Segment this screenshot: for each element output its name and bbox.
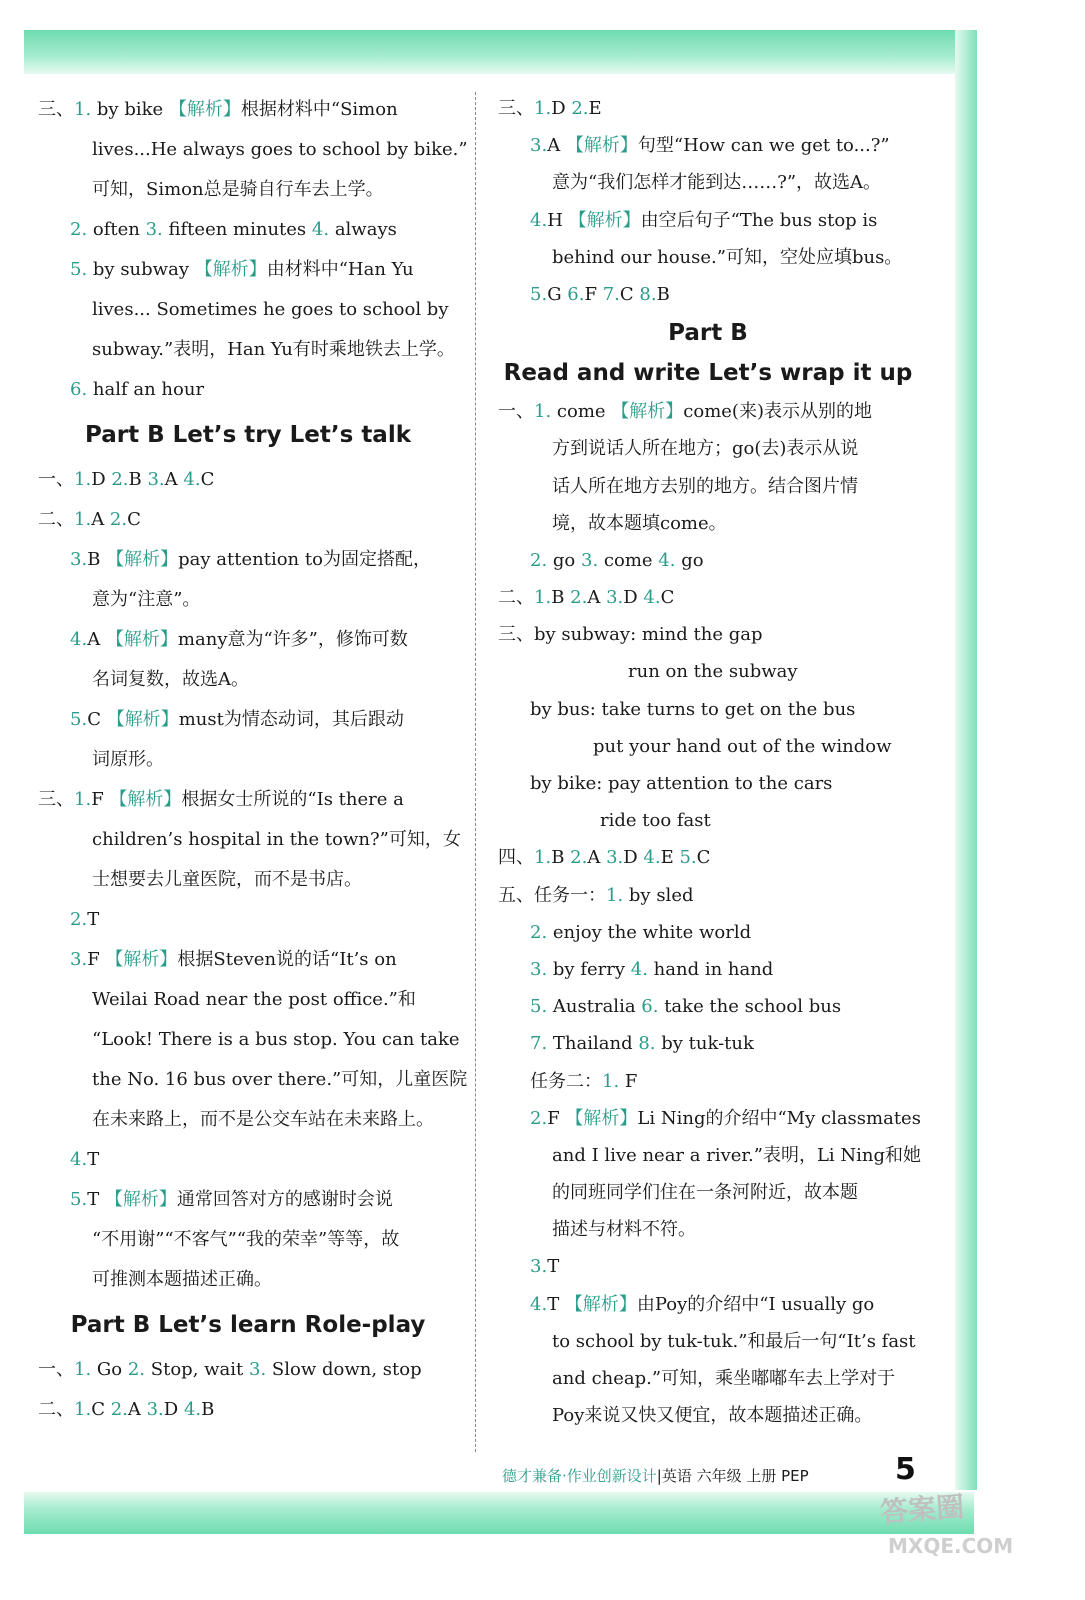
answer: T	[547, 1256, 560, 1278]
item-number: 1.	[534, 401, 552, 423]
item-number: 1.	[534, 98, 552, 119]
item-number: 1.	[74, 509, 92, 530]
analysis-continued: 意为“注意”。	[92, 589, 201, 610]
answer: enjoy the white world	[547, 921, 752, 943]
analysis-tag: 【 解析 】	[566, 135, 638, 156]
answer: A	[127, 1399, 147, 1420]
answer: half an hour	[87, 379, 205, 400]
answer: B	[87, 549, 107, 570]
item-number: 4.	[530, 1293, 548, 1315]
answer: hand in hand	[647, 958, 774, 980]
item-number: 1.	[534, 587, 552, 609]
item-number: 1.	[74, 1359, 92, 1380]
analysis-tag: 【 解析 】	[107, 709, 179, 730]
section-heading: Part B Let’s learn Role-play	[70, 1312, 426, 1338]
item-number: 3.	[70, 949, 88, 970]
left-column	[38, 90, 468, 1430]
answer: A	[87, 629, 106, 650]
item-number: 4.	[630, 958, 648, 980]
answer-line: 三、by subway: mind the gap	[498, 624, 763, 646]
item-number: 3.	[606, 847, 624, 869]
analysis-continued: 可知，Simon总是骑自行车去上学。	[92, 179, 384, 200]
item-number: 4.	[658, 549, 676, 571]
answer: D	[163, 1399, 184, 1420]
answer-line	[498, 988, 918, 1025]
watermark-logo: 答案圈	[879, 1490, 966, 1529]
analysis-continued: “不用谢”“不客气”“我的荣幸”等等，故	[92, 1229, 400, 1250]
item-number: 1.	[74, 789, 92, 810]
analysis-tag: 【 解析 】	[565, 1108, 637, 1129]
item-number: 4.	[311, 219, 330, 240]
analysis-tag: 【 解析 】	[105, 1189, 177, 1210]
analysis-text: 通常回答对方的感谢时会说	[176, 1189, 393, 1210]
section-prefix: 一、	[38, 1359, 74, 1380]
analysis-text: come(来)表示从别的地	[683, 401, 872, 423]
analysis-continued: 词原形。	[92, 749, 164, 770]
analysis-text: 由材料中“Han Yu	[266, 259, 414, 280]
answer-line	[498, 127, 918, 164]
answer: F	[584, 283, 603, 305]
section-prefix: 二、	[38, 1399, 74, 1420]
answer-line	[498, 839, 918, 876]
analysis-continued: 在未来路上，而不是公交车站在未来路上。	[92, 1109, 434, 1130]
answer-line	[38, 500, 458, 540]
analysis-text: 根据女士所说的“Is there a	[181, 789, 404, 810]
footer-subject: |英语 六年级 上册 PEP	[656, 1467, 809, 1485]
section-prefix: 任务二：	[530, 1070, 602, 1092]
item-number: 3.	[146, 1399, 164, 1420]
analysis-text: 由Poy的介绍中“I usually go	[636, 1293, 875, 1315]
analysis-continued: Poy来说又快又便宜，故本题描述正确。	[552, 1405, 873, 1427]
section-prefix: 四、	[498, 847, 534, 869]
answer: F	[547, 1107, 566, 1129]
analysis-tag: 【 解析 】	[106, 549, 178, 570]
answer: fifteen minutes	[162, 219, 312, 240]
answer-line: put your hand out of the window	[593, 735, 892, 757]
answer-line	[38, 900, 458, 940]
decorative-border-right	[955, 30, 977, 1490]
answer-line: by bus: take turns to get on the bus	[530, 698, 856, 720]
analysis-text: must为情态动词，其后跟动	[178, 709, 404, 730]
item-number: 4.	[530, 209, 548, 231]
analysis-continued: to school by tuk-tuk.”和最后一句“It’s fast	[552, 1330, 916, 1352]
answer-line	[498, 276, 918, 313]
item-number: 2.	[571, 98, 589, 119]
analysis-text: Li Ning的介绍中“My classmates	[637, 1107, 921, 1129]
analysis-tag: 【 解析 】	[195, 259, 267, 280]
answer: go	[675, 549, 704, 571]
answer-line	[498, 914, 918, 951]
item-number: 4.	[70, 629, 88, 650]
item-number: 2.	[530, 549, 548, 571]
item-number: 2.	[70, 909, 88, 930]
analysis-continued: the No. 16 bus over there.”可知，儿童医院	[92, 1069, 468, 1090]
section-prefix: 三、	[38, 789, 74, 810]
answer: by tuk-tuk	[655, 1033, 754, 1055]
item-number: 4.	[183, 1399, 202, 1420]
answer-line	[498, 1100, 921, 1137]
answer: D	[623, 847, 644, 869]
answer: B	[128, 469, 148, 490]
item-number: 2.	[127, 1359, 146, 1380]
analysis-continued: 意为“我们怎样才能到达……?”，故选A。	[552, 172, 882, 194]
item-number: 6.	[641, 996, 659, 1018]
item-number: 5.	[70, 259, 88, 280]
footer-series	[502, 1465, 809, 1486]
section-subheading: Read and write Let’s wrap it up	[503, 360, 913, 387]
analysis-continued: children’s hospital in the town?”可知，女	[92, 829, 461, 850]
answer-line: run on the subway	[628, 661, 798, 683]
item-number: 3.	[249, 1359, 267, 1380]
answer: Slow down, stop	[266, 1359, 422, 1380]
answer: Stop, wait	[145, 1359, 249, 1380]
answer: C	[87, 709, 107, 730]
answer: C	[200, 469, 215, 490]
answer: F	[87, 949, 106, 970]
answer: C	[696, 847, 711, 869]
item-number: 3.	[606, 587, 624, 609]
item-number: 1.	[74, 1399, 92, 1420]
analysis-text: many意为“许多”，修饰可数	[177, 629, 408, 650]
answer: E	[588, 98, 602, 119]
analysis-continued: lives...He always goes to school by bike.”	[92, 139, 468, 160]
answer-line	[38, 780, 458, 820]
page-number: 5	[895, 1452, 916, 1487]
answer-line	[38, 540, 458, 580]
answer-line	[38, 460, 458, 500]
answer: often	[87, 219, 146, 240]
answer: Thailand	[547, 1033, 639, 1055]
section-prefix: 三、	[38, 99, 74, 120]
answer-line	[498, 393, 918, 430]
answer-line	[38, 700, 458, 740]
answer-line	[38, 250, 458, 290]
footer-brand: 德才兼备·作业创新设计	[502, 1467, 657, 1485]
analysis-continued: 士想要去儿童医院，而不是书店。	[92, 869, 362, 890]
analysis-continued: 话人所在地方去别的地方。结合图片情	[552, 475, 858, 497]
answer: Go	[91, 1359, 128, 1380]
item-number: 2.	[110, 1399, 128, 1420]
item-number: 5.	[530, 283, 548, 305]
decorative-border-bottom	[24, 1492, 974, 1534]
answer-line	[498, 202, 918, 239]
analysis-text: 根据材料中“Simon	[240, 99, 398, 120]
right-column	[498, 90, 921, 1434]
answer: T	[87, 1189, 105, 1210]
item-number: 5.	[70, 1189, 88, 1210]
answer-line	[498, 1248, 918, 1285]
item-number: 6.	[70, 379, 88, 400]
item-number: 4.	[643, 587, 661, 609]
answer-line	[38, 620, 458, 660]
answer: A	[164, 469, 184, 490]
answer: A	[587, 587, 607, 609]
item-number: 1.	[606, 884, 624, 906]
answer: T	[547, 1293, 565, 1315]
watermark-url: MXQE.COM	[888, 1534, 1014, 1558]
answer-line	[498, 90, 918, 127]
item-number: 3.	[530, 958, 548, 980]
answer: B	[201, 1399, 215, 1420]
answer-line	[38, 1180, 458, 1220]
item-number: 4.	[70, 1149, 88, 1170]
analysis-continued: Weilai Road near the post office.”和	[92, 989, 416, 1010]
column-divider	[475, 92, 476, 1452]
answer-line	[498, 1063, 918, 1100]
analysis-continued: 描述与材料不符。	[552, 1219, 696, 1241]
item-number: 1.	[74, 99, 92, 120]
analysis-continued: 的同班同学们住在一条河附近，故本题	[552, 1182, 858, 1204]
answer-line: by bike: pay attention to the cars	[530, 773, 833, 794]
answer: T	[87, 909, 100, 930]
analysis-continued: 可推测本题描述正确。	[92, 1269, 272, 1290]
answer-line	[38, 1390, 458, 1430]
answer-line	[38, 1140, 458, 1180]
item-number: 1.	[602, 1070, 620, 1092]
analysis-text: 根据Steven说的话“It’s on	[177, 949, 397, 970]
analysis-continued: lives... Sometimes he goes to school by	[92, 299, 449, 320]
decorative-border-top	[24, 30, 974, 74]
item-number: 7.	[602, 283, 620, 305]
answer: C	[91, 1399, 111, 1420]
answer-line	[38, 210, 458, 250]
answer: come	[598, 549, 659, 571]
section-prefix: 五、任务一：	[498, 884, 606, 906]
answer: H	[547, 209, 569, 231]
answer: F	[91, 789, 110, 810]
answer-line	[38, 370, 458, 410]
section-prefix: 二、	[498, 587, 534, 609]
answer-line: ride too fast	[600, 810, 711, 832]
answer: F	[619, 1070, 638, 1092]
answer-line	[38, 90, 458, 130]
section-heading: Part B	[668, 320, 748, 347]
answer-line	[498, 951, 918, 988]
analysis-tag: 【 解析 】	[569, 210, 641, 231]
answer: C	[127, 509, 141, 530]
answer: D	[623, 587, 644, 609]
analysis-continued: and cheap.”可知，乘坐嘟嘟车去上学对于	[552, 1368, 896, 1389]
section-prefix: 二、	[38, 509, 74, 530]
answer: by subway	[87, 259, 195, 280]
analysis-tag: 【 解析 】	[109, 789, 181, 810]
section-prefix: 一、	[498, 401, 534, 423]
answer: D	[91, 469, 112, 490]
item-number: 2.	[530, 921, 548, 943]
answer: B	[656, 283, 670, 305]
item-number: 3.	[70, 549, 88, 570]
answer-line	[498, 1025, 918, 1062]
analysis-tag: 【 解析 】	[106, 629, 178, 650]
answer: come	[551, 401, 612, 423]
item-number: 6.	[567, 283, 585, 305]
answer: D	[551, 98, 572, 119]
analysis-text: 由空后句子“The bus stop is	[640, 209, 878, 231]
analysis-continued: “Look! There is a bus stop. You can take	[92, 1029, 460, 1050]
item-number: 5.	[530, 996, 548, 1018]
answer: B	[551, 587, 571, 609]
answer: always	[329, 219, 397, 240]
analysis-continued: behind our house.”可知，空处应填bus。	[552, 246, 903, 268]
item-number: 5.	[679, 847, 697, 869]
analysis-continued: 境，故本题填come。	[552, 512, 727, 534]
item-number: 1.	[74, 469, 92, 490]
analysis-continued: subway.”表明，Han Yu有时乘地铁去上学。	[92, 339, 455, 360]
item-number: 2.	[530, 1107, 548, 1129]
item-number: 3.	[530, 135, 548, 157]
answer: by ferry	[547, 958, 631, 980]
item-number: 4.	[183, 469, 201, 490]
analysis-tag: 【 解析 】	[611, 401, 683, 422]
item-number: 4.	[643, 847, 661, 869]
answer: C	[619, 283, 640, 305]
answer: by sled	[623, 884, 694, 906]
answer: Australia	[547, 996, 642, 1018]
answer: A	[587, 847, 607, 869]
section-prefix: 三、	[498, 98, 534, 119]
answer-line	[498, 877, 918, 914]
analysis-continued: 名词复数，故选A。	[92, 669, 249, 690]
answer-line	[498, 542, 918, 579]
answer-line	[498, 1286, 918, 1323]
analysis-continued: and I live near a river.”表明，Li Ning和她	[552, 1144, 921, 1166]
item-number: 8.	[638, 1033, 656, 1055]
item-number: 2.	[109, 509, 128, 530]
item-number: 3.	[145, 219, 163, 240]
analysis-continued: 方到说话人所在地方；go(去)表示从说	[552, 438, 859, 460]
answer: E	[660, 847, 680, 869]
answer: A	[91, 509, 110, 530]
item-number: 3.	[147, 469, 165, 490]
analysis-tag: 【 解析 】	[565, 1294, 637, 1315]
answer: B	[551, 847, 571, 869]
analysis-text: 句型“How can we get to...?”	[637, 135, 890, 157]
answer: T	[87, 1149, 100, 1170]
answer: A	[547, 135, 566, 157]
answer: by bike	[91, 99, 169, 120]
item-number: 3.	[581, 549, 599, 571]
answer-line	[38, 1350, 458, 1390]
answer: go	[547, 549, 581, 571]
answer-line	[498, 579, 918, 616]
item-number: 2.	[570, 847, 588, 869]
answer: C	[660, 587, 675, 609]
item-number: 2.	[111, 469, 129, 490]
item-number: 7.	[530, 1033, 548, 1055]
answer-line	[38, 940, 458, 980]
section-prefix: 一、	[38, 469, 74, 490]
analysis-tag: 【 解析 】	[169, 99, 241, 120]
item-number: 2.	[70, 219, 88, 240]
item-number: 2.	[570, 587, 588, 609]
answer: G	[547, 283, 568, 305]
item-number: 3.	[530, 1256, 548, 1278]
analysis-text: pay attention to为固定搭配，	[178, 549, 431, 570]
analysis-tag: 【 解析 】	[105, 949, 177, 970]
item-number: 1.	[534, 847, 552, 869]
item-number: 8.	[639, 283, 657, 305]
item-number: 5.	[70, 709, 88, 730]
section-heading: Part B Let’s try Let’s talk	[84, 422, 412, 448]
answer: take the school bus	[658, 996, 842, 1018]
